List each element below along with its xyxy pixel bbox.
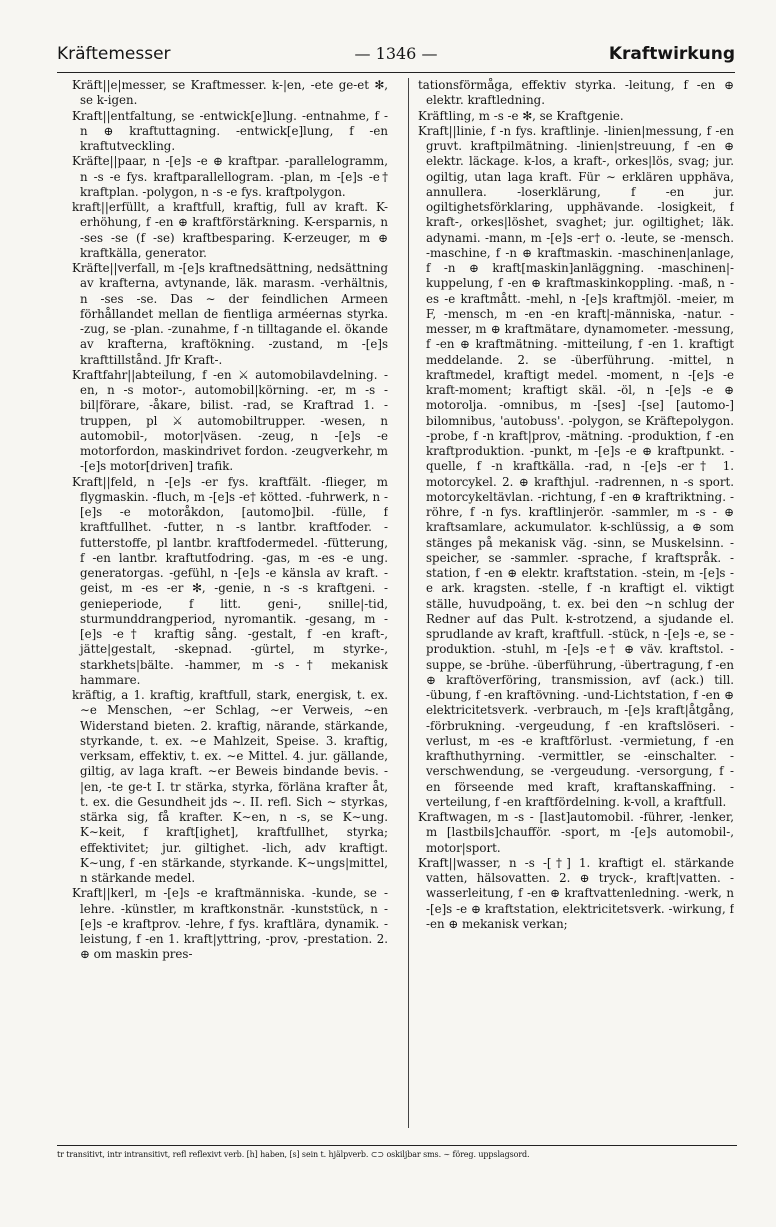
- entry-kraftig: kräftig, a 1. kraftig, kraftfull, stark, energisk, t. ex. ∼e Menschen, ∼er Schlag, ∼er Verweis, ∼en Widerstand bieten. 2. kraftig, närande, stärkande, styrkande, t. ex. ∼e Mahlzeit, Speise. 3. kraftig, verksam, effektiv, t. ex. ∼e Mittel. 4. jur. gällande, giltig, av laga kraft. ∼er Beweis bindande bevis. -|en, -te ge-t I. tr stärka, styrka, förläna krafter åt, t. ex. die Gesundheit jds ∼. II. refl. Sich ∼ styrkas, stärka sig, få krafter. K∼en, n -s, se K∼ung. K∼keit, f kraft[ighet], kraftfullhet, styrka; effektivitet; jur. giltighet. -lich, adv kraftigt. K∼ung, f -en stärkande, styrkande. K∼ungs|mittel, n stärkande medel.: [72, 688, 388, 885]
- right-column: [418, 78, 734, 1136]
- entry-krafteverfall: Kräfte||verfall, m -[e]s kraftnedsättning, nedsättning av krafterna, avtynande, läk. marasm. -verhältnis, n -ses -se. Das ∼ der feindlichen Armeen förhållandet mellan de fientliga arméernas styrka. -zug, se -plan. -zunahme, f -n tilltagande el. ökande av krafterna, kraftökning. -zustand, m -[e]s krafttillstånd. Jfr Kraft-.: [72, 261, 388, 367]
- page-number: — 1346 —: [354, 44, 438, 63]
- entry-kraftfeld: Kraft||feld, n -[e]s -er fys. kraftfält. -flieger, m flygmaskin. -fluch, m -[e]s -e† kötted. -fuhrwerk, n -[e]s -e motoråkdon, [automo]bil. -fülle, f kraftfullhet. -futter, n -s lantbr. kraftfoder. -futterstoffe, pl lantbr. kraftfodermedel. -fütterung, f -en lantbr. kraftutfodring. -gas, m -es -e ung. generatorgas. -gefühl, n -[e]s -e känsla av kraft. -geist, m -es -er ✻, -genie, n -s -s kraftgeni. -genieperiode, f litt. geni-, snille|-tid, sturmunddrangperiod, nyromantik. -gesang, m -[e]s -e† kraftig sång. -gestalt, f -en kraft-, jätte|gestalt, -skepnad. -gürtel, m styrke-, starkhets|bälte. -hammer, m -s -† mekanisk hammare.: [72, 474, 388, 687]
- entry-kraftling: Kräftling, m -s -e ✻, se Kraftgenie.: [418, 108, 624, 123]
- entry-kraftlinie: Kraft||linie, f -n fys. kraftlinje. -linien|messung, f -en gruvt. kraftpilmätning. -linien|streuung, f -en ⊕ elektr. läckage. k-los, a kraft-, orkes|lös, svag; jur. ogiltig, utan laga kraft. Für ∼ erklären upphäva, annullera. -loserklärung, f -en jur. ogiltighetsförklaring, upphävande. -losigkeit, f kraft-, orkes|löshet, svaghet; jur. ogiltighet; läk. adynami. -mann, m -[e]s -er† o. -leute, se -mensch. -maschine, f -n ⊕ kraftmaskin. -maschinen|anlage, f -n ⊕ kraft[maskin]anläggning. -maschinen|-kuppelung, f -en ⊕ kraftmaskinkoppling. -maß, n -es -e kraftmått. -mehl, n -[e]s kraftmjöl. -meier, m F, -mensch, m -en -en kraft|-människa, -natur. -messer, m ⊕ kraftmätare, dynamometer. -messung, f -en ⊕ kraftmätning. -mitteilung, f -en 1. kraftigt meddelande. 2. se -überführung. -mittel, n kraftmedel, kraftigt medel. -moment, n -[e]s -e kraft-moment; kraftigt skäl. -öl, n -[e]s -e ⊕ motorolja. -omnibus, m -[ses] -[se] [automo-] bilomnibus, 'autobuss'. -polygon, se Kräftepolygon. -probe, f -n kraft|prov, -mätning. -produktion, f -en kraftproduktion. -punkt, m -[e]s -e ⊕ kraftpunkt. -quelle, f -n kraftkälla. -rad, n -[e]s -er† 1. motorcykel. 2. ⊕ krafthjul. -radrennen, n -s sport. motorcykeltävlan. -richtung, f -en ⊕ kraftriktning. -röhre, f -n fys. kraftlinjerör. -sammler, m -s - ⊕ kraftsamlare, ackumulator. k-schlüssig, a ⊕ som stänges på mekanisk väg. -sinn, se Muskelsinn. -speicher, se -sammler. -sprache, f kraftspråk. -station, f -en ⊕ elektr. kraftstation. -stein, m -[e]s -e ark. kragsten. -stelle, f -n kraftigt el. viktigt ställe, huvudpoäng, t. ex. bei den ∼n schlug der Redner auf das Pult. k-strotzend, a sjudande el. sprudlande av kraft, kraftfull. -stück, n -[e]s -e, se -produktion. -stuhl, m -[e]s -e† ⊕ väv. kraftstol. -suppe, se -brühe. -überführung, -übertragung, f -en ⊕ kraftöverföring, transmission, avf (ack.) till. -übung, f -en kraftövning. -und-Lichtstation, f -en ⊕ elektricitetsverk. -verbrauch, m -[e]s kraft|åtgång, -förbrukning. -vergeudung, f -en kraftslöseri. -verlust, m -es -e kraftförlust. -vermietung, f -en krafthuthyrning. -vermittler, se -einschalter. -verschwendung, se -vergeudung. -versorgung, f -en förseende med kraft, kraftanskaffning. -verteilung, f -en kraftfördelning. k-voll, a kraftfull.: [418, 123, 734, 809]
- entry-kraftwasser: Kraft||wasser, n -s -[†] 1. kraftigt el. stärkande vatten, hälsovatten. 2. ⊕ tryck-, kraft|vatten. -wasserleitung, f -en ⊕ kraftvattenledning. -werk, n -[e]s -e ⊕ kraftstation, elektricitetsverk. -wirkung, f -en ⊕ mekanisk verkan;: [418, 855, 734, 931]
- entry-kraftfahrabteilung: Kraftfahr||abteilung, f -en ⚔ automobilavdelning. -en, n -s motor-, automobil|körning. -er, m -s - bil|förare, -åkare, bilist. -rad, se Kraftrad 1. -truppen, pl ⚔ automobiltrupper. -wesen, n automobil-, motor|väsen. -zeug, n -[e]s -e motorfordon, maskindrivet fordon. -zeugverkehr, m -[e]s motor[driven] trafik.: [72, 367, 388, 474]
- entry-kraftwagen: Kraftwagen, m -s - [last]automobil. -führer, -lenker, m [lastbils]chaufför. -sport, m -[e]s automobil-, motor|sport.: [418, 810, 734, 855]
- entry-continuation: tationsförmåga, effektiv styrka. -leitung, f -en ⊕ elektr. kraftledning.: [418, 78, 734, 108]
- header-left-word: Kräftemesser: [57, 44, 171, 64]
- left-column: [72, 78, 388, 1136]
- entry-krafterfullt: kraft||erfüllt, a kraftfull, kraftig, full av kraft. K-erhöhung, f -en ⊕ kraftförstärkning. K-ersparnis, n -ses -se (f -se) kraftbesparing. K-erzeuger, m ⊕ kraftkälla, generator.: [72, 200, 388, 260]
- column-divider: [408, 78, 409, 1128]
- entry-kraftentfaltung: Kraft||entfaltung, se -entwick[e]lung. -entnahme, f -n ⊕ kraftuttagning. -entwick[e]lung, f -en kraftutveckling.: [72, 108, 388, 153]
- page-header: [57, 42, 735, 73]
- entry-kraftemesser: Kräft||e|messer, se Kraftmesser. k-|en, -ete ge-et ✻, se k-igen.: [72, 78, 388, 108]
- entry-kraftkerl: Kraft||kerl, m -[e]s -e kraftmänniska. -kunde, se -lehre. -künstler, m kraftkonstnär. -kunststück, n -[e]s -e kraftprov. -lehre, f fys. kraftlära, dynamik. -leistung, f -en 1. kraft|yttring, -prov, -prestation. 2. ⊕ om maskin pres-: [72, 886, 388, 962]
- header-right-word: Kraftwirkung: [608, 44, 735, 64]
- abbreviation-footer: tr transitivt, intr intransitivt, refl reflexivt verb. [h] haben, [s] sein t. hjälpverb. ⊂⊃ oskiljbar sms. ∼ föreg. uppslagsord.: [57, 1145, 737, 1166]
- entry-kraftepaar: Kräfte||paar, n -[e]s -e ⊕ kraftpar. -parallelogramm, n -s -e fys. kraftparallellogram. -plan, m -[e]s -e† kraftplan. -polygon, n -s -e fys. kraftpolygon.: [72, 154, 388, 199]
